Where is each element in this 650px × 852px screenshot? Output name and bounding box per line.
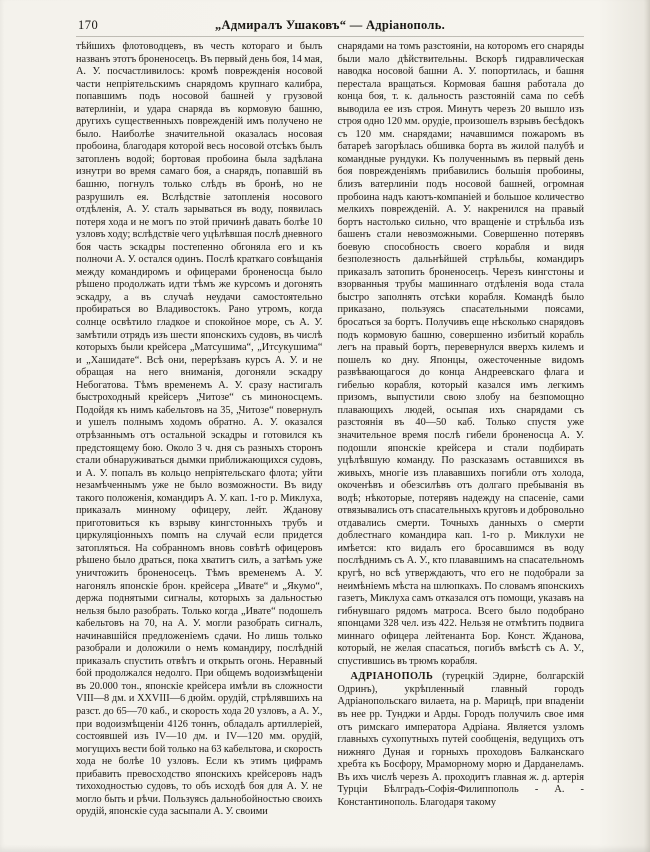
article-adrianopol-heading: АДРІАНОПОЛЬ (350, 671, 434, 683)
article-ushakov-left-text: тѣйшихъ флотоводцевъ, въ честь котораго и былъ названъ этотъ броненосецъ. Въ первый день боя, 14 мая, А. У. посчастливилось: кромѣ поврежденія носовой части непріятельскимъ снарядомъ крупнаго калибра, попавшимъ подъ носовой башней у грузовой ватерлиніи, и удара снаряда въ кормовую башню, другихъ существенныхъ поврежденій имъ получено не было. Наиболѣе значительной оказалась носовая пробоина, благодаря которой весь носовой отсѣкъ былъ затопленъ водой; бортовая пробоина была задѣлана изнутри во время самаго боя, а снарядъ, попавшій въ башню, погнулъ только слѣдъ въ бронѣ, но не разрушилъ ея. Вслѣдствіе затопленія носового отдѣленія, А. У. сталъ зарываться въ воду, появилась потеря хода и не могъ по этой причинѣ давать болѣе 10 узловъ ходу; вслѣдствіе чего уцѣлѣвшая послѣ дневного боя часть эскадры постепенно обгоняла его и къ полночи А. У. остался одинъ. Послѣ краткаго совѣщанія между командиромъ и офицерами броненосца было рѣшено продолжать идти тѣмъ же курсомъ и догонять эскадру, а въ случаѣ неудачи самостоятельно пробираться во Владивостокъ. Рано утромъ, когда солнце освѣтило гладкое и спокойное море, съ А. У. замѣтили отрядъ изъ шести японскихъ судовъ, въ числѣ которыхъ были крейсера „Матсушима“, „Итсукушима“ и „Хашидате“. Всѣ они, перерѣзавъ курсъ А. У. и не обращая на него вниманія, догоняли эскадру Небогатова. Тѣмъ временемъ А. У. сразу настигалъ быстроходный крейсеръ „Читозе“ съ миноносцемъ. Подойдя къ нимъ кабельтовъ на 35, „Читозе“ повернулъ и ушелъ полнымъ ходомъ обратно. А. У. оказался отрѣзаннымъ отъ остальной эскадры и готовился къ предстоящему бою. Около 3 ч. дня съ разныхъ сторонъ стали обнаруживаться дымки приближающихся судовъ, и А. У. попалъ въ кольцо непріятельскаго флота; уйти незамѣченнымъ уже не было возможности. Въ виду такого положенія, командиръ А. У. кап. 1-го р. Миклуха, приказалъ минному офицеру, лейт. Жданову приготовиться къ взрыву кингстонныхъ трубъ и циркуляціонныхъ помпъ на случай если придется затопляться. На собранномъ вновь совѣтѣ офицеровъ рѣшено было драться, пока хватитъ силъ, а затѣмъ уже уничтожить броненосецъ. Тѣмъ временемъ А. У. нагонялъ японскіе брон. крейсера „Ивате“ и „Якумо“, держа поднятыми сигналы, которыхъ за дальностью нельзя было разобрать. Только когда „Ивате“ подошелъ кабельтовъ на 70, на А. У. могли разобрать сигналъ, начинавшійся предложеніемъ сдачи. Но лишь только разобрали и доложили о немъ командиру, послѣдній приказалъ спустить отвѣтъ и открыть огонь. Неравный бой продолжался недолго. При общемъ водоизмѣщеніи въ 20.000 тон., японскіе крейсера имѣли въ сложности VIII—8 дм. и XXVIII—6 дюйм. орудій, стрѣлявшихъ на разст. до 65—70 каб., и скорость хода 20 узловъ, а А. У., при водоизмѣщеніи 4126 тоннъ, обладалъ артиллеріей, состоявшей изъ IV—10 дм. и IV—120 мм. орудій, могущихъ вести бой только на 63 кабельтова, и скорость хода не болѣе 10 узловъ. Если къ этимъ цифрамъ прибавить превосходство японскихъ крейсеровъ надъ тихоходностью судовъ, то объ исходѣ боя для А. У. не могло быть и рѣчи. Пользуясь дальнобойностью своихъ орудій, японскіе суда засыпали А. У. своими (76, 41, 323, 818)
article-ushakov-right-text: снарядами на томъ разстояніи, на которомъ его снаряды были мало дѣйствительны. Вскорѣ гидравлическая наводка носовой башни А. У. попортилась, и башня перестала вращаться. Кормовая башня работала до конца боя, т. к. дальность разстояній сама по себѣ выводила ее изъ строя. Минутъ черезъ 20 вышло изъ строя одно 120 мм. орудіе, произошелъ взрывъ бесѣдокъ съ 120 мм. снарядами; начавшимся пожаромъ въ батареѣ загорѣлась обшивка борта въ жилой палубѣ и командные рундуки. Къ полученнымъ въ первый день боя поврежденіямъ прибавились большія пробоины, близъ ватерлиніи подъ носовой башней, огромная пробоина надъ каютъ-компаніей и большое количество мелкихъ поврежденій. А. У. накренился на правый бортъ настолько сильно, что вращеніе и стрѣльба изъ башенъ стали невозможными. Совершенно потерявъ боевую способность своего корабля и видя безполезность дальнѣйшей стрѣльбы, командиръ приказалъ затопить броненосецъ. Черезъ кингстоны и взорванныя трубы машиннаго отдѣленія вода стала быстро заполнять отсѣки корабля. Командѣ было приказано, пользуясь спасательными поясами, бросаться за бортъ. Получивъ еще нѣсколько снарядовъ подъ кормовую башню, совершенно избитый корабль легъ на правый бортъ, перевернулся вверхъ килемъ и пошелъ ко дну. Японцы, ожесточенные видомъ развѣвающагося до конца Андреевскаго флага и гибелью корабля, который казался имъ легкимъ призомъ, выпустили свою злобу на безпомощно плавающихъ людей, осыпая ихъ снарядами съ разстоянія въ 40—50 каб. Только спустя уже значительное время послѣ гибели броненосца А. У. подошли японскіе крейсера и стали подбирать уцѣлѣвшую команду. По разсказамъ оставшихся въ живыхъ, многіе изъ плававшихъ погибли отъ холода, окоченѣвъ и обезсилѣвъ отъ долгаго пребыванія въ водѣ; нѣкоторые, потерявъ надежду на спасеніе, сами отвязывались отъ спасательныхъ круговъ и добровольно отдавались смерти. Точныхъ данныхъ о смерти доблестнаго командира кап. 1-го р. Миклухи не имѣется: кто видалъ его бросавшимся въ воду послѣднимъ съ А. У., кто плававшимъ на спасательномъ кругѣ, но всѣ утверждаютъ, что его не подобрали за неимѣніемъ мѣста на шлюпкахъ. По словамъ японскихъ газетъ, Миклуха самъ отказался отъ помощи, указавъ на гибнувшаго рядомъ матроса. Всего было подобрано японцами 328 чел. изъ 422. Нельзя не отмѣтить подвига миннаго офицера лейтенанта Бор. Конст. Жданова, который, не желая спасаться, погибъ вмѣстѣ съ А. У., спустившись въ трюмъ корабля. (337, 41, 584, 667)
page-header (76, 18, 584, 34)
left-column (76, 41, 323, 844)
text-columns (76, 41, 584, 844)
article-adrianopol-text: (турецкій Эдирне, болгарскій Одринъ), укрѣпленный главный городъ Адріанопольскаго вилаета, на р. Марицѣ, при впаденіи въ нее рр. Тунджи и Арды. Городъ получилъ свое имя отъ римскаго императора Адріана. Является узломъ главныхъ сухопутныхъ путей сообщенія, ведущихъ отъ нижняго Дуная и горныхъ проходовъ Балканскаго хребта къ Босфору, Мраморному морю и Дарданеламъ. Въ ихъ числѣ черезъ А. проходитъ главная ж. д. артерія Турціи Бѣлградъ-Софія-Филиппополь - А. - Константинополь. Благодаря такому (337, 671, 584, 808)
right-column (338, 41, 585, 844)
running-title: „Адмиралъ Ушаковъ“ — Адріанополь. (214, 18, 446, 32)
page-number: 170 (78, 18, 99, 32)
header-divider (76, 36, 584, 37)
article-adrianopol (338, 671, 585, 809)
